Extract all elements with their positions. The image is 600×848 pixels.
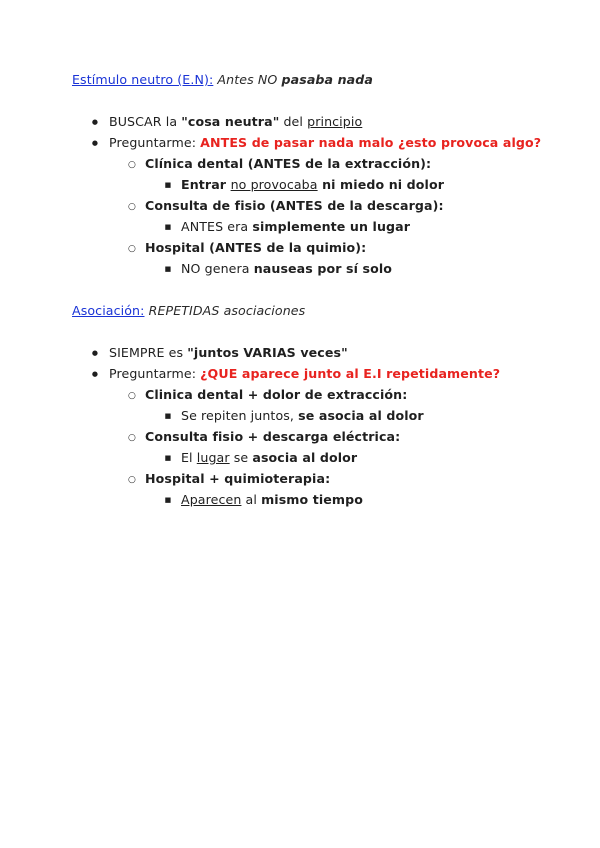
list-item: ○ Hospital (ANTES de la quimio):	[127, 240, 366, 256]
list-item: ■ Aparecen al mismo tiempo	[163, 492, 363, 508]
heading-subtitle: Antes NO pasaba nada	[213, 72, 373, 87]
list-item: ■ ANTES era simplemente un lugar	[163, 219, 410, 235]
list-item: ● Preguntarme: ¿QUE aparece junto al E.I repetidamente?	[90, 366, 500, 382]
list-item: ■ Entrar no provocaba ni miedo ni dolor	[163, 177, 444, 193]
list-item: ● Preguntarme: ANTES de pasar nada malo ¿esto provoca algo?	[90, 135, 541, 151]
heading-link-asociacion[interactable]: Asociación:	[72, 303, 145, 318]
list-item: ■ Se repiten juntos, se asocia al dolor	[163, 408, 424, 424]
list-item: ■ NO genera nauseas por sí solo	[163, 261, 392, 277]
list-item: ■ El lugar se asocia al dolor	[163, 450, 357, 466]
section-heading-asociacion	[72, 303, 305, 318]
list-item: ○ Hospital + quimioterapia:	[127, 471, 330, 487]
list-item: ○ Clinica dental + dolor de extracción:	[127, 387, 407, 403]
list-item: ● SIEMPRE es "juntos VARIAS veces"	[90, 345, 348, 361]
list-item: ○ Consulta fisio + descarga eléctrica:	[127, 429, 400, 445]
list-item: ○ Clínica dental (ANTES de la extracción):	[127, 156, 431, 172]
section-heading-estimulo-neutro	[72, 72, 373, 87]
heading-link-estimulo-neutro[interactable]: Estímulo neutro (E.N):	[72, 72, 214, 87]
list-item: ○ Consulta de fisio (ANTES de la descarga):	[127, 198, 444, 214]
heading-subtitle: REPETIDAS asociaciones	[144, 303, 306, 318]
list-item: ● BUSCAR la "cosa neutra" del principio	[90, 114, 362, 130]
